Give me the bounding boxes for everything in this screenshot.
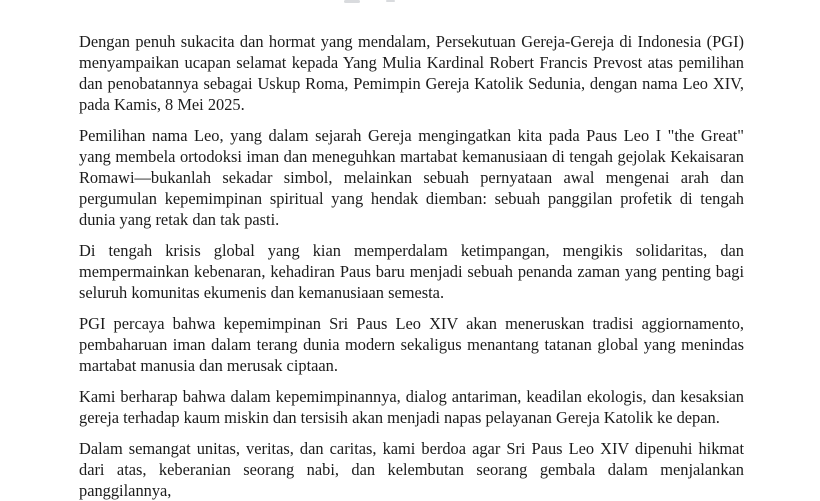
paragraph-hope: Kami berharap bahwa dalam kepemimpinannya, dialog antariman, keadilan ekologis, dan kesaksian gereja terhadap kaum miskin dan tersisih akan menjadi napas pelayanan Gereja Katolik ke depan. <box>79 387 744 427</box>
paragraph-name-leo: Pemilihan nama Leo, yang dalam sejarah Gereja mengingatkan kita pada Paus Leo I "the Great" yang membela ortodoksi iman dan meneguhkan martabat kemanusiaan di tengah gejolak Kekaisaran Romawi—bukanlah sekadar simbol, melainkan sebuah pernyataan awal mengenai arah dan pergumulan kepemimpinan spiritual yang hendak diemban: sebuah panggilan profetik di tengah dunia yang retak dan tak pasti. <box>79 126 744 229</box>
cropped-glyph-mark <box>386 0 395 2</box>
paragraph-prayer: Dalam semangat unitas, veritas, dan caritas, kami berdoa agar Sri Paus Leo XIV dipenuhi hikmat dari atas, keberanian seorang nabi, dan kelembutan seorang gembala dalam menjalankan panggilannya, <box>79 439 744 500</box>
cropped-heading-remnant <box>0 0 820 6</box>
paragraph-global-crisis: Di tengah krisis global yang kian memperdalam ketimpangan, mengikis solidaritas, dan mempermainkan kebenaran, kehadiran Paus baru menjadi sebuah penanda zaman yang penting bagi seluruh komunitas ekumenis dan kemanusiaan semesta. <box>79 241 744 302</box>
paragraph-greeting: Dengan penuh sukacita dan hormat yang mendalam, Persekutuan Gereja-Gereja di Indonesia (PGI) menyampaikan ucapan selamat kepada Yang Mulia Kardinal Robert Francis Prevost atas pemilihan dan penobatannya sebagai Uskup Roma, Pemimpin Gereja Katolik Sedunia, dengan nama Leo XIV, pada Kamis, 8 Mei 2025. <box>79 32 744 114</box>
paragraph-pgi-belief: PGI percaya bahwa kepemimpinan Sri Paus Leo XIV akan meneruskan tradisi aggiornamento, pembaharuan iman dalam terang dunia modern sekaligus menantang tatanan global yang menindas martabat manusia dan merusak ciptaan. <box>79 314 744 375</box>
cropped-glyph-mark <box>344 0 360 3</box>
letter-body <box>79 31 744 501</box>
